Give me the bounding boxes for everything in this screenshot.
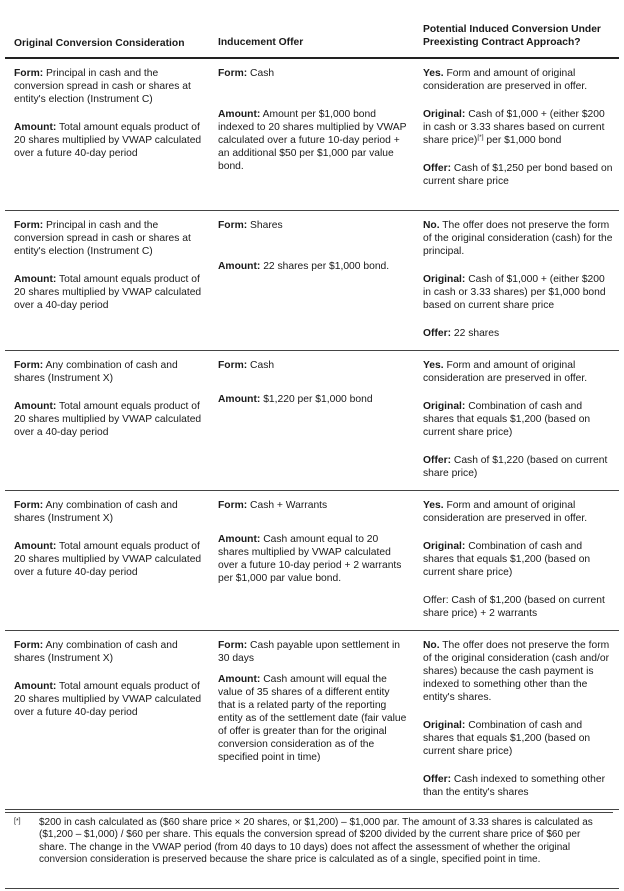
offer-block: Offer: Cash of $1,200 (based on current share price) + 2 warrants: [423, 594, 605, 619]
verdict-block: [423, 639, 613, 704]
original-block: [423, 719, 613, 758]
amount-label: Amount:: [14, 400, 57, 412]
amount-text: Total amount equals product of 20 shares multiplied by VWAP calculated over a 40-day period: [14, 400, 202, 438]
cell-potential: [414, 350, 619, 490]
offer-block: [423, 327, 613, 340]
original-label: Original:: [423, 540, 466, 552]
form-text: Principal in cash and the conversion spread in cash or shares at entity's election (Instrument C): [14, 68, 191, 105]
form-text: Cash payable upon settlement in 30 days: [218, 639, 401, 664]
verdict-text: The offer does not preserve the form of the original consideration (cash) for the principal.: [423, 219, 613, 257]
original-label: Original:: [423, 400, 466, 412]
header-original-consideration: Original Conversion Consideration: [5, 0, 209, 58]
form-label: Form:: [218, 639, 248, 651]
offer-text: Cash of $1,220 (based on current share price): [423, 454, 608, 479]
amount-text: Total amount equals product of 20 shares multiplied by VWAP calculated over a future 40-day period: [14, 540, 202, 578]
original-block: [423, 540, 613, 579]
table-header-row: [5, 0, 619, 58]
verdict-text: The offer does not preserve the form of the original consideration (cash and/or shares) because the cash payment is indexed to something other than the entity's shares.: [423, 639, 610, 703]
amount-block: [218, 260, 408, 273]
table-row: [5, 350, 619, 490]
original-block: [423, 400, 613, 439]
form-label: Form:: [14, 219, 44, 231]
amount-block: [218, 393, 408, 406]
footnote-mark: [*]: [14, 818, 21, 825]
amount-label: Amount:: [14, 680, 57, 692]
form-text: Cash: [247, 359, 275, 371]
original-text: Combination of cash and shares that equals $1,200 (based on current share price): [423, 719, 591, 757]
cell-potential: [414, 630, 619, 809]
form-block: [14, 639, 203, 665]
amount-block: [14, 540, 203, 579]
table-row: [5, 58, 619, 210]
form-block: [218, 67, 408, 80]
verdict-block: [423, 499, 613, 525]
cell-original: [5, 58, 209, 210]
form-label: Form:: [14, 359, 44, 371]
amount-label: Amount:: [14, 122, 57, 133]
verdict-label: Yes.: [423, 359, 444, 371]
offer-text: Cash of $1,250 per bond based on current share price: [423, 163, 613, 187]
form-block: [14, 499, 203, 525]
verdict-block: [423, 219, 613, 258]
form-text: Any combination of cash and shares (Instrument X): [14, 499, 178, 524]
footnote-reference[interactable]: [*]: [477, 134, 484, 141]
amount-block: [218, 533, 408, 585]
form-text: Shares: [247, 219, 283, 231]
amount-text: $1,220 per $1,000 bond: [260, 393, 373, 405]
form-label: Form:: [218, 359, 248, 371]
offer-label: Offer:: [423, 163, 452, 174]
form-block: [218, 639, 408, 665]
amount-block: [14, 680, 203, 719]
verdict-block: [423, 67, 613, 93]
form-label: Form:: [14, 639, 44, 651]
cell-potential: [414, 490, 619, 630]
amount-text: Cash amount will equal the value of 35 shares of a different entity that is a related party of the reporting entity as of the settlement date (fair value of offer is greater than for the original conversion consideration as of the specified point in time): [218, 673, 407, 763]
cell-original: [5, 490, 209, 630]
form-text: Any combination of cash and shares (Instrument X): [14, 359, 178, 384]
cell-potential: [414, 210, 619, 350]
form-text: Cash: [247, 68, 275, 79]
inducement-table: [5, 0, 619, 810]
original-text: Cash of $1,000 + (either $200 in cash or 3.33 shares) per $1,000 bond based on current share price: [423, 273, 606, 311]
form-label: Form:: [218, 499, 248, 511]
cell-offer: [209, 58, 414, 210]
verdict-label: No.: [423, 639, 440, 651]
verdict-label: Yes.: [423, 68, 444, 79]
form-label: Form:: [14, 68, 44, 79]
form-block: [14, 67, 203, 106]
amount-block: [14, 400, 203, 439]
header-potential-induced-conversion: Potential Induced Conversion Under Preexisting Contract Approach?: [414, 0, 619, 58]
original-label: Original:: [423, 719, 466, 731]
verdict-text: Form and amount of original consideration are preserved in offer.: [423, 68, 588, 92]
offer-block: [423, 454, 613, 480]
table-row: [5, 210, 619, 350]
offer-label: Offer:: [423, 327, 452, 339]
form-block: [14, 359, 203, 385]
table-row: [5, 490, 619, 630]
offer-label: Offer:: [423, 454, 452, 466]
original-text: Combination of cash and shares that equals $1,200 (based on current share price): [423, 540, 591, 578]
amount-block: [14, 121, 203, 160]
original-text-after: per $1,000 bond: [483, 135, 562, 146]
amount-block: [218, 108, 408, 173]
table-row: [5, 630, 619, 809]
amount-text: Cash amount equal to 20 shares multiplied by VWAP calculated over a future 10-day period + 2 warrants per $1,000 par value bond.: [218, 533, 402, 584]
original-label: Original:: [423, 273, 466, 285]
form-text: Principal in cash and the conversion spread in cash or shares at entity's election (Instrument C): [14, 219, 191, 257]
amount-label: Amount:: [218, 673, 261, 685]
header-inducement-offer: Inducement Offer: [209, 0, 414, 58]
original-text: Cash of $1,000 + (either $200 in cash or 3.33 shares based on current share price): [423, 109, 605, 146]
amount-label: Amount:: [14, 273, 57, 285]
form-block: [218, 499, 408, 512]
verdict-block: [423, 359, 613, 385]
cell-original: [5, 630, 209, 809]
original-block: [423, 108, 613, 147]
amount-text: Amount per $1,000 bond indexed to 20 shares multiplied by VWAP calculated over a future 10-day period + an additional $50 per $1,000 par value bond.: [218, 109, 407, 172]
footnote-row: [5, 813, 613, 867]
cell-offer: [209, 630, 414, 809]
original-block: [423, 273, 613, 312]
amount-label: Amount:: [218, 109, 261, 120]
amount-label: Amount:: [218, 393, 261, 405]
amount-label: Amount:: [218, 533, 261, 545]
form-text: Any combination of cash and shares (Instrument X): [14, 639, 178, 664]
amount-label: Amount:: [14, 540, 57, 552]
bottom-divider: [5, 888, 619, 889]
amount-text: Total amount equals product of 20 shares multiplied by VWAP calculated over a future 40-day period: [14, 680, 202, 718]
amount-text: Total amount equals product of 20 shares multiplied by VWAP calculated over a 40-day period: [14, 273, 202, 311]
offer-label: Offer:: [423, 773, 452, 785]
cell-original: [5, 210, 209, 350]
form-label: Form:: [14, 499, 44, 511]
form-text: Cash + Warrants: [247, 499, 328, 511]
offer-block: [423, 162, 613, 188]
cell-offer: [209, 210, 414, 350]
form-block: [218, 219, 408, 232]
form-block: [14, 219, 203, 258]
offer-text: 22 shares: [451, 327, 500, 339]
original-label: Original:: [423, 109, 466, 120]
cell-potential: [414, 58, 619, 210]
amount-block: [218, 673, 408, 764]
form-block: [218, 359, 408, 372]
original-text: Combination of cash and shares that equals $1,200 (based on current share price): [423, 400, 591, 438]
verdict-text: Form and amount of original consideration are preserved in offer.: [423, 359, 588, 384]
cell-offer: [209, 350, 414, 490]
footnote-text: $200 in cash calculated as ($60 share price × 20 shares, or $1,200) – $1,000 par. The amount of 3.33 shares is calculated as ($1,200 – $1,000) / $60 per share. This equals the conversion spread of $200 divided by the current share price of $60 per share. The change in the VWAP period (from 40 days to 10 days) does not affect the assessment of whether the original conversion consideration is preserved because the share price is calculated as of a single, specified point in time.: [39, 817, 593, 866]
amount-text: Total amount equals product of 20 shares multiplied by VWAP calculated over a future 40-day period: [14, 122, 202, 159]
verdict-label: No.: [423, 219, 440, 231]
cell-original: [5, 350, 209, 490]
form-label: Form:: [218, 219, 248, 231]
offer-text: Cash indexed to something other than the entity's shares: [423, 773, 606, 798]
footnote: [5, 812, 613, 867]
amount-text: 22 shares per $1,000 bond.: [260, 260, 390, 272]
amount-label: Amount:: [218, 260, 261, 272]
verdict-label: Yes.: [423, 499, 444, 511]
verdict-text: Form and amount of original consideration are preserved in offer.: [423, 499, 588, 524]
cell-offer: [209, 490, 414, 630]
amount-block: [14, 273, 203, 312]
form-label: Form:: [218, 68, 248, 79]
offer-block: [423, 773, 613, 799]
